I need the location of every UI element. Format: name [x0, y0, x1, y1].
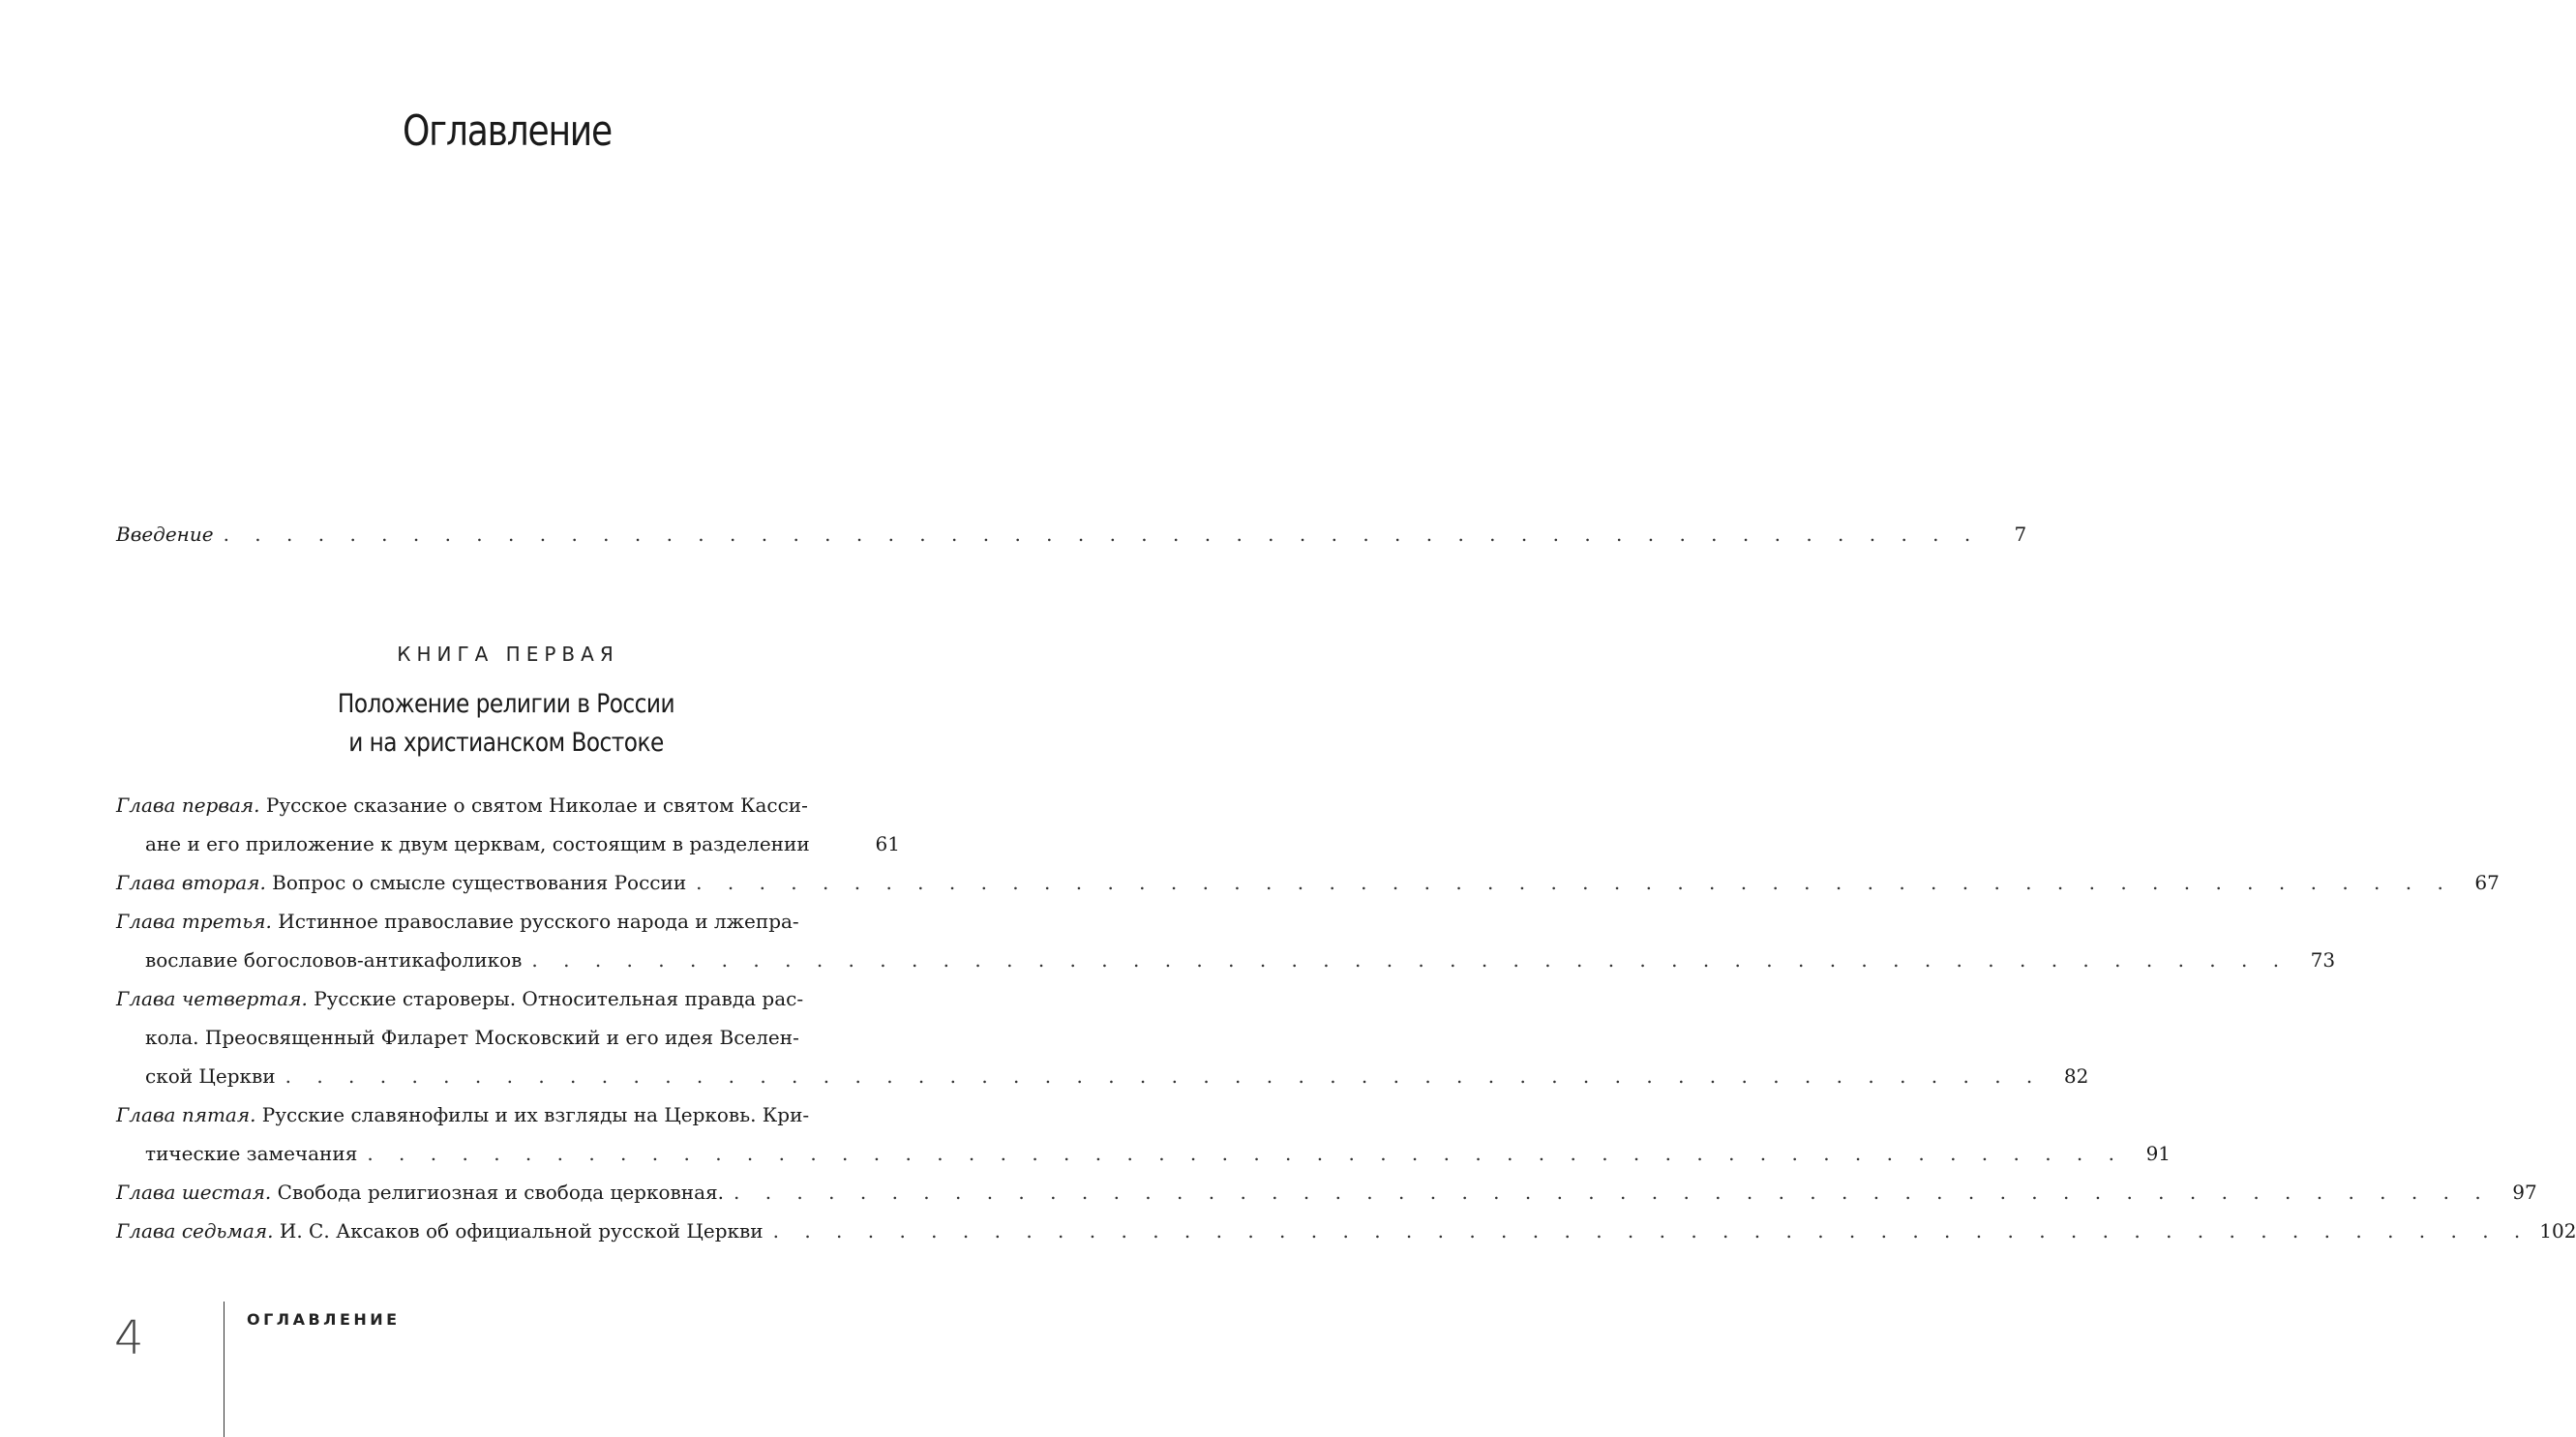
toc-entry-line — [116, 832, 900, 871]
toc-entry-line — [116, 1219, 2576, 1258]
page-title: Оглавление — [403, 106, 612, 156]
chapter-lead: Глава пятая. — [116, 1103, 256, 1126]
chapter-page: 67 — [2474, 871, 2500, 894]
chapter-text: тические замечания — [145, 1142, 358, 1165]
chapter-lead: Глава шестая. — [116, 1181, 272, 1204]
chapter-lead: Глава четвертая. — [116, 987, 308, 1010]
chapter-text: Свобода религиозная и свобода церковная. — [277, 1181, 724, 1204]
footer-page-number: 4 — [114, 1311, 144, 1365]
leader-dots: . . . . . . . . . . . . . . . . . . . . . . . . . . . . . . . . . . . . . . . . . . . . . . . . . . . . . . . . — [531, 948, 2290, 972]
toc-entry-line — [116, 910, 900, 948]
toc-entry-chapter — [116, 910, 2336, 987]
chapter-text: Вопрос о смысле существования России — [272, 871, 687, 894]
footer-divider — [224, 1302, 225, 1437]
toc-entry-label: Введение — [116, 523, 214, 546]
book-label: КНИГА ПЕРВАЯ — [397, 643, 619, 666]
chapter-lead: Глава седьмая. — [116, 1219, 274, 1242]
toc-entry-line — [116, 1026, 900, 1064]
chapter-page: 61 — [875, 832, 900, 855]
toc-entry-chapter — [116, 871, 2500, 910]
chapter-lead: Глава первая. — [116, 793, 260, 817]
chapter-text: ской Церкви — [145, 1064, 276, 1088]
chapter-lead: Глава третья. — [116, 910, 272, 933]
leader-dots: . . . . . . . . . . . . . . . . . . . . . . . . . . . . . . . . . . . . . . . . . . . . . . . . . . . . . . . . — [696, 871, 2453, 894]
toc-entry-line — [116, 987, 900, 1026]
toc-entry-line — [116, 1142, 2172, 1181]
chapter-text: Русские славянофилы и их взгляды на Церковь. Кри- — [261, 1103, 810, 1126]
toc-entry-chapter — [116, 1103, 2172, 1181]
toc-entry-chapter — [116, 987, 2089, 1103]
toc-entry-intro — [116, 523, 2027, 561]
toc-entry-line — [116, 1064, 2089, 1103]
chapter-text: вославие богословов-антикафоликов — [145, 948, 523, 972]
chapter-text: кола. Преосвященный Филарет Московский и его идея Вселен- — [145, 1026, 799, 1049]
toc-entry-line — [116, 871, 2500, 910]
chapter-page: 73 — [2310, 948, 2336, 972]
chapter-text: И. С. Аксаков об официальной русской Церкви — [279, 1219, 764, 1242]
toc-entry-line — [116, 948, 2336, 987]
chapter-page: 82 — [2063, 1064, 2089, 1088]
chapter-page: 91 — [2145, 1142, 2172, 1165]
toc-entry-line — [116, 1181, 2537, 1219]
leader-dots: . . . . . . . . . . . . . . . . . . . . . . . . . . . . . . . . . . . . . . . . . . . . . . . . . . . . . . . . — [223, 523, 1981, 546]
leader-dots: . . . . . . . . . . . . . . . . . . . . . . . . . . . . . . . . . . . . . . . . . . . . . . . . . . . . . . . . — [285, 1064, 2043, 1088]
toc-entry-chapter — [116, 1219, 2576, 1258]
book-title — [71, 685, 942, 763]
leader-dots: . . . . . . . . . . . . . . . . . . . . . . . . . . . . . . . . . . . . . . . . . . . . . . . . . . . . . . . . — [367, 1142, 2125, 1165]
chapter-text: Истинное православие русского народа и лжепра- — [278, 910, 799, 933]
chapter-text: ане и его приложение к двум церквам, состоящим в разделении — [145, 832, 810, 855]
book-title-line: и на христианском Востоке — [348, 728, 664, 758]
toc-entry-page: 7 — [2014, 523, 2027, 546]
toc-entry-line — [116, 793, 900, 832]
toc-entry-chapter — [116, 793, 900, 871]
chapter-lead: Глава вторая. — [116, 871, 266, 894]
leader-dots: . . . . . . . . . . . . . . . . . . . . . . . . . . . . . . . . . . . . . . . . . . . . . . . . . . . . . . . . — [734, 1181, 2491, 1204]
toc-entry-line — [116, 1103, 900, 1142]
chapter-page: 97 — [2512, 1181, 2537, 1204]
chapter-text: Русское сказание о святом Николае и святом Касси- — [265, 793, 808, 817]
footer-running-head: ОГЛАВЛЕНИЕ — [247, 1310, 401, 1329]
book-title-line: Положение религии в России — [337, 689, 675, 719]
leader-dots: . . . . . . . . . . . . . . . . . . . . . . . . . . . . . . . . . . . . . . . . . . . . . . . . . . . . . . . . — [772, 1219, 2531, 1242]
chapter-page: 102 — [2539, 1219, 2576, 1242]
chapter-text: Русские староверы. Относительная правда рас- — [314, 987, 804, 1010]
toc-entry-chapter — [116, 1181, 2537, 1219]
